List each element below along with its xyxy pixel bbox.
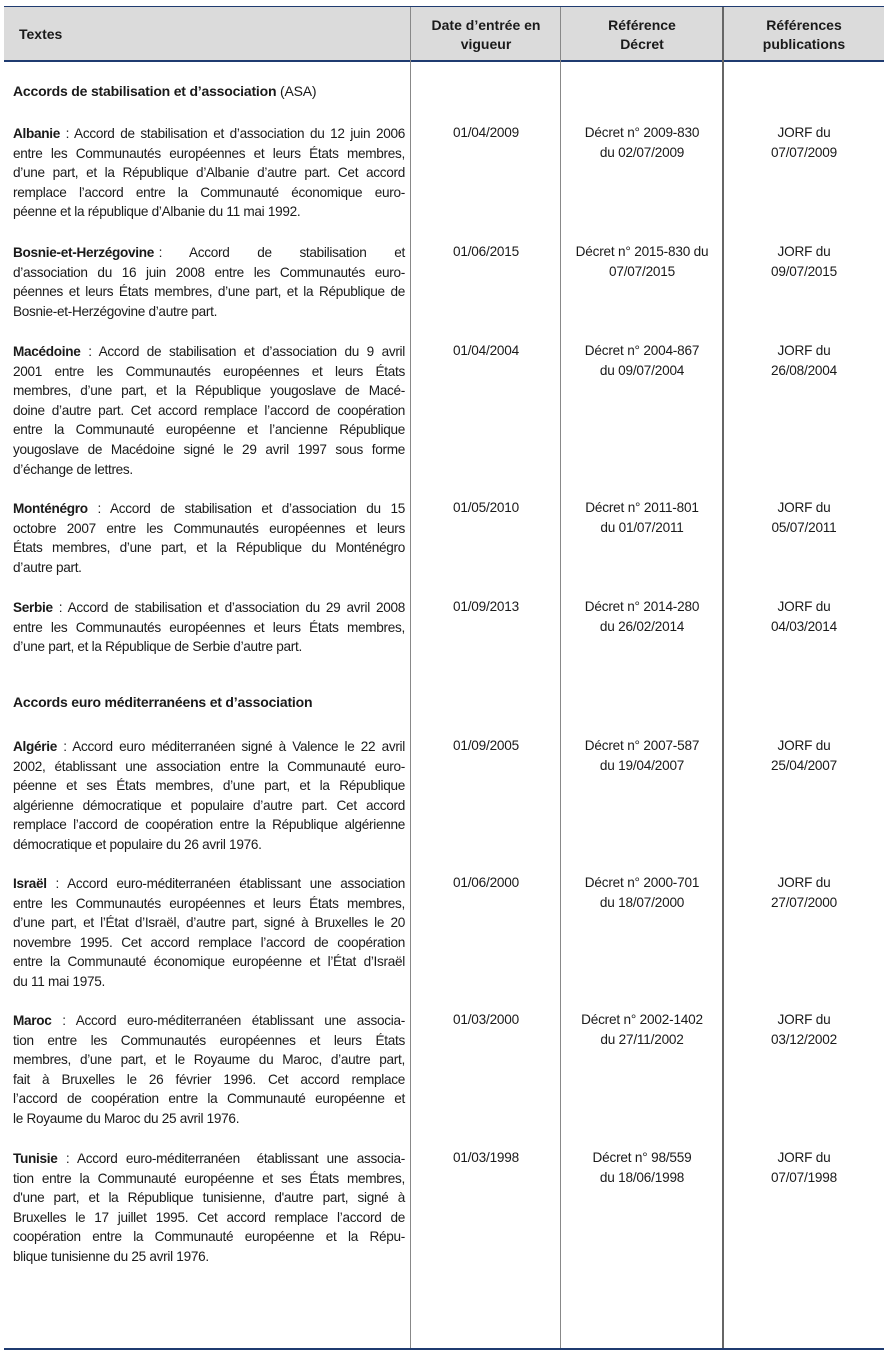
decree-reference-line: Décret n° 2002-1402 [581, 1012, 703, 1027]
entry-date-value: 01/06/2000 [452, 875, 520, 890]
publication-reference-line: 07/07/2009 [770, 145, 838, 160]
table-header [4, 7, 884, 62]
decree-reference-line: du 18/06/1998 [599, 1170, 685, 1185]
entry-date [412, 597, 560, 617]
agreement-text-line: fait à Bruxelles le 26 février 1996. Cet accord remplace [13, 1071, 405, 1087]
header-textes-label: Textes [19, 26, 63, 42]
agreement-text-line: remplace l’accord entre la Communauté économique euro- [13, 184, 405, 200]
publication-reference [724, 1148, 884, 1188]
agreement-text-line: du 11 mai 1975. [13, 973, 105, 989]
decree-reference-line: Décret n° 2015-830 du [575, 244, 709, 259]
agreement-text-line: démocratique et populaire du 26 avril 1976. [13, 836, 262, 852]
decree-reference [562, 498, 722, 538]
agreement-text-fragment: : Accord euro-méditerranéen établissant une associa- [51, 1013, 405, 1028]
agreement-text [13, 124, 405, 222]
agreement-text-line: entre la Communauté économique européenne et l’État d’Israël [13, 954, 405, 970]
publication-reference [724, 123, 884, 163]
entry-date [412, 1010, 560, 1030]
decree-reference-line: Décret n° 2000-701 [584, 875, 700, 890]
agreement-text-line: le Royaume du Maroc du 25 avril 1976. [13, 1110, 240, 1126]
agreement-text-line: Bosnie-et-Herzégovine d’autre part. [13, 303, 218, 319]
agreement-text-fragment: : Accord de stabilisation et d’association du 29 avril 2008 [52, 600, 405, 615]
agreement-text [13, 243, 405, 321]
section-title-suffix: (ASA) [276, 83, 317, 99]
publication-reference-line: 09/07/2015 [770, 264, 838, 279]
publication-reference [724, 498, 884, 538]
decree-reference [562, 341, 722, 381]
header-ref-line2: Décret [620, 35, 664, 52]
section-title-text: Accords de stabilisation et d’association [13, 83, 277, 99]
decree-reference-line: Décret n° 98/559 [592, 1150, 692, 1165]
country-name: Serbie [13, 600, 53, 615]
agreement-text-line: 2002, établissant une association entre la Communauté euro- [13, 758, 405, 774]
header-date [412, 7, 560, 62]
agreement-text-line: membres, d’une part, et le Royaume du Maroc, d’autre part, [13, 1052, 405, 1068]
decree-reference-line: du 01/07/2011 [600, 520, 684, 535]
agreement-text-line: tion entre les Communautés européennes et leurs États [13, 1032, 405, 1048]
country-name: Maroc [13, 1013, 52, 1028]
decree-reference [562, 873, 722, 913]
agreement-text-line: péenne et ses États membres, d’une part, et la République [13, 778, 405, 794]
decree-reference-line: du 26/02/2014 [599, 619, 685, 634]
decree-reference-line: Décret n° 2007-587 [584, 738, 700, 753]
agreement-text-line: d’autre part. [13, 559, 82, 575]
publication-reference-line: 25/04/2007 [770, 758, 838, 773]
entry-date-value: 01/09/2005 [452, 738, 520, 753]
country-name: Albanie [13, 126, 60, 141]
entry-date-value: 01/03/2000 [452, 1012, 520, 1027]
decree-reference-line: Décret n° 2004-867 [584, 343, 700, 358]
agreement-text-line: 2001 entre les Communautés européennes et leurs États [13, 363, 405, 379]
column-divider [560, 7, 561, 1348]
agreement-text-fragment: : Accord de stabilisation et [154, 245, 405, 260]
agreement-text-line: l’accord de coopération entre la Communauté européenne et [13, 1091, 405, 1107]
agreement-text-line: Bruxelles le 17 juillet 1995. Cet accord remplace l’accord de [13, 1209, 405, 1225]
publication-reference [724, 736, 884, 776]
publication-reference-line: JORF du [777, 244, 831, 259]
entry-date-value: 01/04/2004 [452, 343, 520, 358]
agreement-text-line: yougoslave de Macédoine signé le 29 avril 1997 sous forme [13, 441, 405, 457]
agreement-text-line: novembre 1995. Cet accord remplace l’accord de coopération [13, 934, 405, 950]
agreement-text-line [13, 874, 405, 894]
publication-reference-line: 05/07/2011 [771, 520, 837, 535]
country-name: Macédoine [13, 344, 81, 359]
entry-date [412, 498, 560, 518]
decree-reference [562, 736, 722, 776]
decree-reference [562, 242, 722, 282]
publication-reference-line: JORF du [777, 599, 831, 614]
entry-date [412, 1148, 560, 1168]
header-date-line2: vigueur [460, 35, 512, 52]
decree-reference-line: Décret n° 2009-830 [584, 125, 700, 140]
agreement-text-line: doine d’autre part. Cet accord remplace l’accord de coopération [13, 402, 405, 418]
publication-reference [724, 242, 884, 282]
publication-reference-line: JORF du [777, 875, 831, 890]
agreement-text [13, 874, 405, 992]
agreement-text [13, 1149, 405, 1267]
entry-date [412, 873, 560, 893]
header-pub-line2: publications [762, 35, 846, 52]
decree-reference-line: du 19/04/2007 [599, 758, 685, 773]
publication-reference-line: 27/07/2000 [770, 895, 838, 910]
header-publications [724, 7, 884, 62]
entry-date [412, 341, 560, 361]
agreement-text [13, 1011, 405, 1129]
agreement-text-line [13, 1149, 405, 1169]
country-name: Algérie [13, 739, 57, 754]
entry-date-value: 01/03/1998 [452, 1150, 520, 1165]
publication-reference-line: 07/07/1998 [770, 1170, 838, 1185]
country-name: Monténégro [13, 501, 88, 516]
agreement-text [13, 598, 405, 657]
country-name: Tunisie [13, 1151, 58, 1166]
publication-reference-line: JORF du [777, 1150, 831, 1165]
decree-reference-line: 07/07/2015 [608, 264, 676, 279]
agreement-text-line: d'une part, et la République tunisienne, d'autre part, signé à [13, 1190, 405, 1206]
agreement-text-line: entre la Communauté européenne et l’ancienne République [13, 422, 405, 438]
agreement-text [13, 342, 405, 479]
section-title [13, 83, 316, 99]
decree-reference [562, 597, 722, 637]
agreement-text-line [13, 243, 405, 263]
agreement-text-fragment: : Accord de stabilisation et d’association du 15 [87, 501, 405, 516]
agreement-text-line: États membres, d’une part, et la République du Monténégro [13, 540, 405, 556]
decree-reference [562, 123, 722, 163]
decree-reference-line: Décret n° 2011-801 [585, 500, 699, 515]
country-name: Israël [13, 876, 47, 891]
publication-reference [724, 1010, 884, 1050]
decree-reference-line: du 02/07/2009 [599, 145, 685, 160]
agreement-text-line [13, 342, 405, 362]
header-pub-line1: Références [766, 16, 842, 33]
header-reference [561, 7, 723, 62]
agreement-text-fragment: : Accord de stabilisation et d’association du 12 juin 2006 [60, 126, 405, 141]
agreement-text-line: péennes et leurs États membres, d’une part, et la République de [13, 284, 405, 300]
agreement-text-line [13, 1011, 405, 1031]
agreement-text-line [13, 499, 405, 519]
decree-reference-line: du 18/07/2000 [599, 895, 685, 910]
decree-reference-line: du 27/11/2002 [600, 1032, 684, 1047]
entry-date-value: 01/04/2009 [452, 125, 520, 140]
publication-reference-line: 04/03/2014 [770, 619, 838, 634]
entry-date [412, 123, 560, 143]
agreement-text-line: algérienne démocratique et populaire d’autre part. Cet accord [13, 797, 405, 813]
publication-reference [724, 873, 884, 913]
agreement-text-line: entre les Communautés européennes et leurs États membres, [13, 895, 405, 911]
agreement-text-line: entre les Communautés européennes et leurs États membres, [13, 619, 405, 635]
agreement-text-line [13, 598, 405, 618]
column-divider [722, 7, 724, 1348]
agreement-text-line: d’une part, et la République de Serbie d’autre part. [13, 639, 302, 655]
agreement-text-line [13, 124, 405, 144]
agreement-text-line: d’une part, et la République d’Albanie d’autre part. Cet accord [13, 165, 405, 181]
agreement-text-fragment: : Accord euro méditerranéen signé à Valence le 22 avril [57, 739, 405, 754]
agreement-text-fragment: : Accord de stabilisation et d’association du 9 avril [80, 344, 405, 359]
agreement-text-line: blique tunisienne du 25 avril 1976. [13, 1248, 209, 1264]
publication-reference-line: JORF du [777, 343, 831, 358]
publication-reference [724, 341, 884, 381]
publication-reference-line: 26/08/2004 [770, 363, 838, 378]
agreement-text-fragment: : Accord euro-méditerranéen établissant une association [46, 876, 405, 891]
publication-reference-line: JORF du [777, 1012, 831, 1027]
entry-date-value: 01/05/2010 [452, 500, 520, 515]
decree-reference-line: du 09/07/2004 [599, 363, 685, 378]
section-title-text: Accords euro méditerranéens et d’association [13, 694, 313, 710]
entry-date-value: 01/06/2015 [452, 244, 520, 259]
agreement-text-line: membres, d’une part, et la République yougoslave de Macé- [13, 383, 405, 399]
agreement-text-line: péenne et la république d’Albanie du 11 mai 1992. [13, 204, 301, 220]
header-ref-line1: Référence [608, 16, 676, 33]
column-divider [410, 7, 411, 1348]
agreement-text-line: d’association du 16 juin 2008 entre les Communautés euro- [13, 264, 405, 280]
entry-date [412, 242, 560, 262]
publication-reference-line: JORF du [777, 738, 831, 753]
entry-date-value: 01/09/2013 [452, 599, 520, 614]
agreement-text-line: coopération entre la Communauté européenne et la Répu- [13, 1229, 405, 1245]
agreement-text-line: d’échange de lettres. [13, 461, 133, 477]
agreement-text-line: tion entre la Communauté européenne et ses États membres, [13, 1170, 405, 1186]
agreements-table [4, 6, 884, 1350]
agreement-text-line: d’une part, et l’État d’Israël, d’autre part, signé à Bruxelles le 20 [13, 915, 405, 931]
country-name: Bosnie-et-Herzégovine [13, 245, 154, 260]
section-title [13, 694, 312, 710]
publication-reference [724, 597, 884, 637]
decree-reference-line: Décret n° 2014-280 [584, 599, 700, 614]
agreement-text-line: entre les Communautés européennes et leurs États membres, [13, 145, 405, 161]
entry-date [412, 736, 560, 756]
agreement-text-fragment: : Accord euro-méditerranéen établissant une associa- [57, 1151, 405, 1166]
agreement-text-line: octobre 2007 entre les Communautés européennes et leurs [13, 520, 405, 536]
publication-reference-line: JORF du [777, 500, 831, 515]
agreement-text-line: remplace l’accord de coopération entre la République algérienne [13, 817, 405, 833]
agreement-text [13, 737, 405, 855]
header-date-line1: Date d’entrée en [431, 16, 541, 33]
decree-reference [562, 1010, 722, 1050]
decree-reference [562, 1148, 722, 1188]
agreement-text-line [13, 737, 405, 757]
agreement-text [13, 499, 405, 577]
publication-reference-line: 03/12/2002 [770, 1032, 838, 1047]
publication-reference-line: JORF du [777, 125, 831, 140]
header-textes [19, 7, 399, 62]
